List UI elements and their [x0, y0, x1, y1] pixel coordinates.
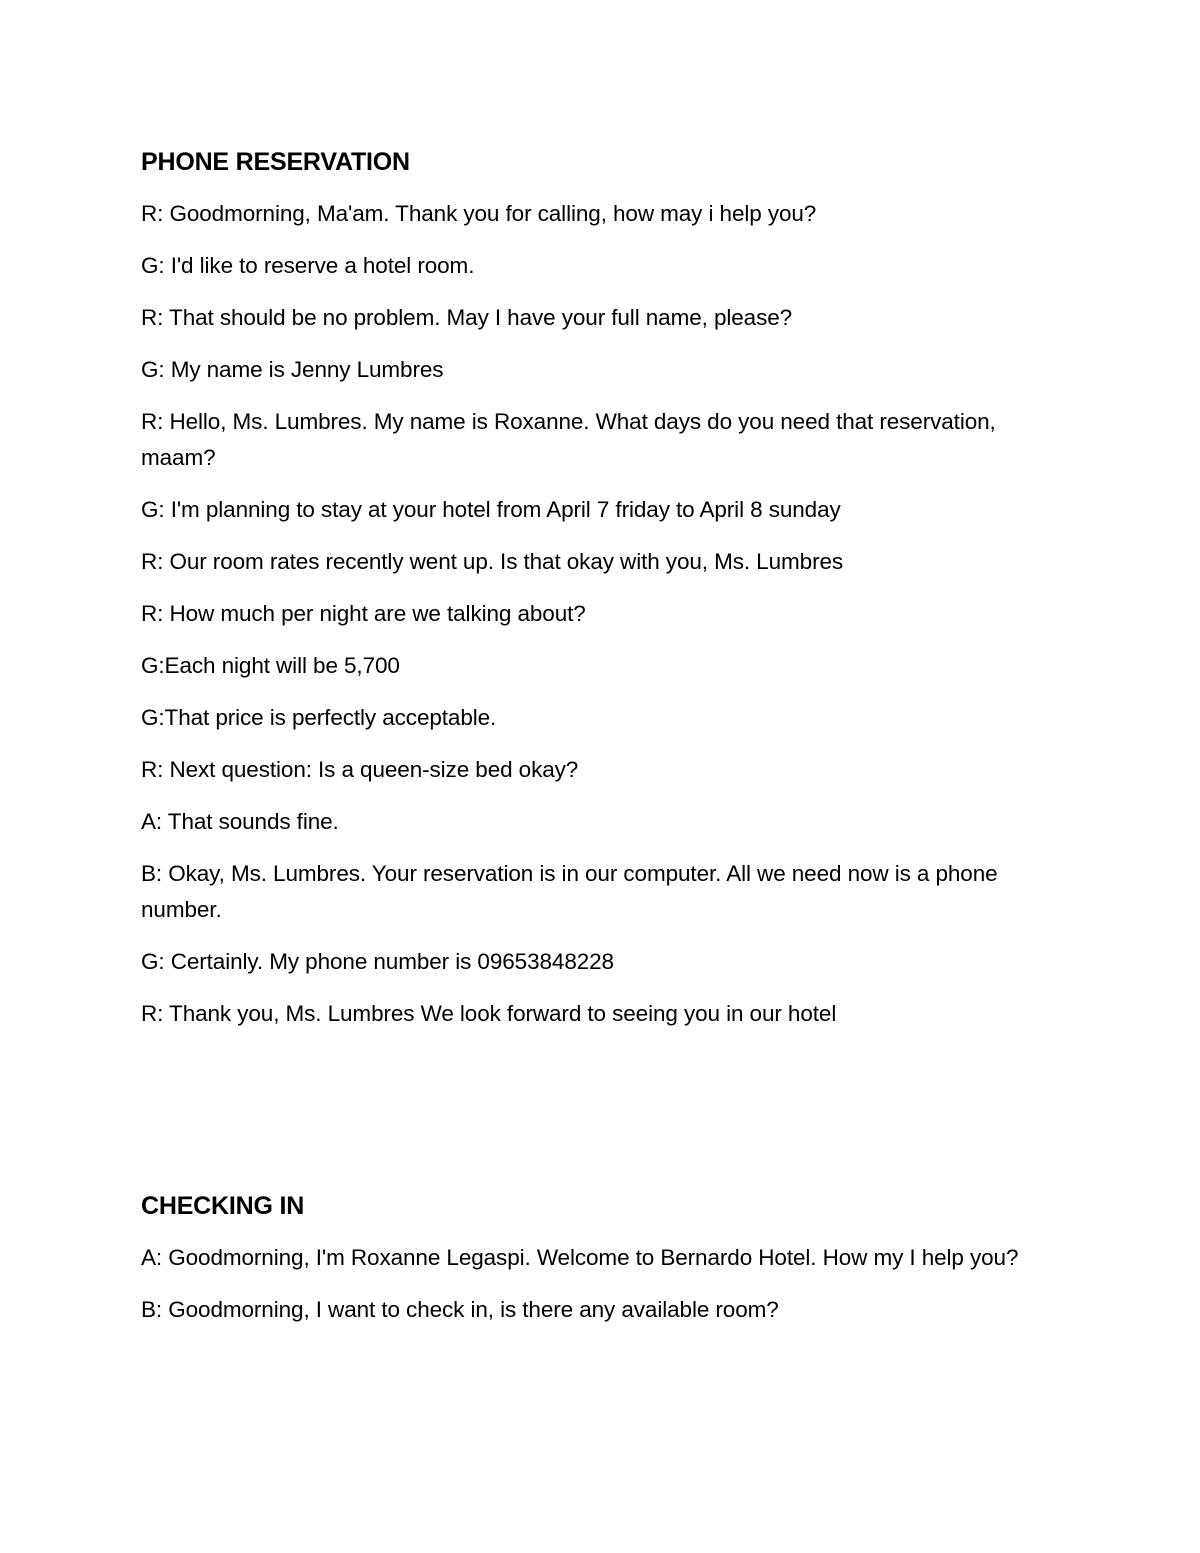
dialogue-line: G: I'm planning to stay at your hotel from April 7 friday to April 8 sunday [141, 497, 841, 522]
dialogue-line: G:That price is perfectly acceptable. [141, 705, 497, 730]
dialogue-line: R: Our room rates recently went up. Is that okay with you, Ms. Lumbres [141, 549, 844, 574]
dialogue-line: R: Goodmorning, Ma'am. Thank you for calling, how may i help you? [141, 201, 817, 226]
dialogue-line: G:Each night will be 5,700 [141, 653, 400, 678]
dialogue-line: R: Next question: Is a queen-size bed okay? [141, 757, 579, 782]
section-heading-phone-reservation: PHONE RESERVATION [141, 148, 410, 176]
section-spacer [141, 1048, 1041, 1188]
dialogue-line: A: Goodmorning, I'm Roxanne Legaspi. Welcome to Bernardo Hotel. How my I help you? [141, 1245, 1019, 1270]
dialogue-line: A: That sounds fine. [141, 809, 339, 834]
dialogue-line: B: Okay, Ms. Lumbres. Your reservation is in our computer. All we need now is a phone number. [141, 861, 998, 922]
dialogue-line: B: Goodmorning, I want to check in, is there any available room? [141, 1297, 779, 1322]
dialogue-line: G: Certainly. My phone number is 09653848228 [141, 949, 614, 974]
dialogue-line: R: Hello, Ms. Lumbres. My name is Roxanne. What days do you need that reservation, maam? [141, 409, 996, 470]
section-heading-checking-in: CHECKING IN [141, 1192, 305, 1220]
dialogue-line: G: My name is Jenny Lumbres [141, 357, 444, 382]
dialogue-line: R: How much per night are we talking about? [141, 601, 586, 626]
dialogue-line: R: Thank you, Ms. Lumbres We look forward to seeing you in our hotel [141, 1001, 837, 1026]
document-body [141, 144, 1041, 1344]
dialogue-line: R: That should be no problem. May I have your full name, please? [141, 305, 793, 330]
dialogue-line: G: I'd like to reserve a hotel room. [141, 253, 475, 278]
